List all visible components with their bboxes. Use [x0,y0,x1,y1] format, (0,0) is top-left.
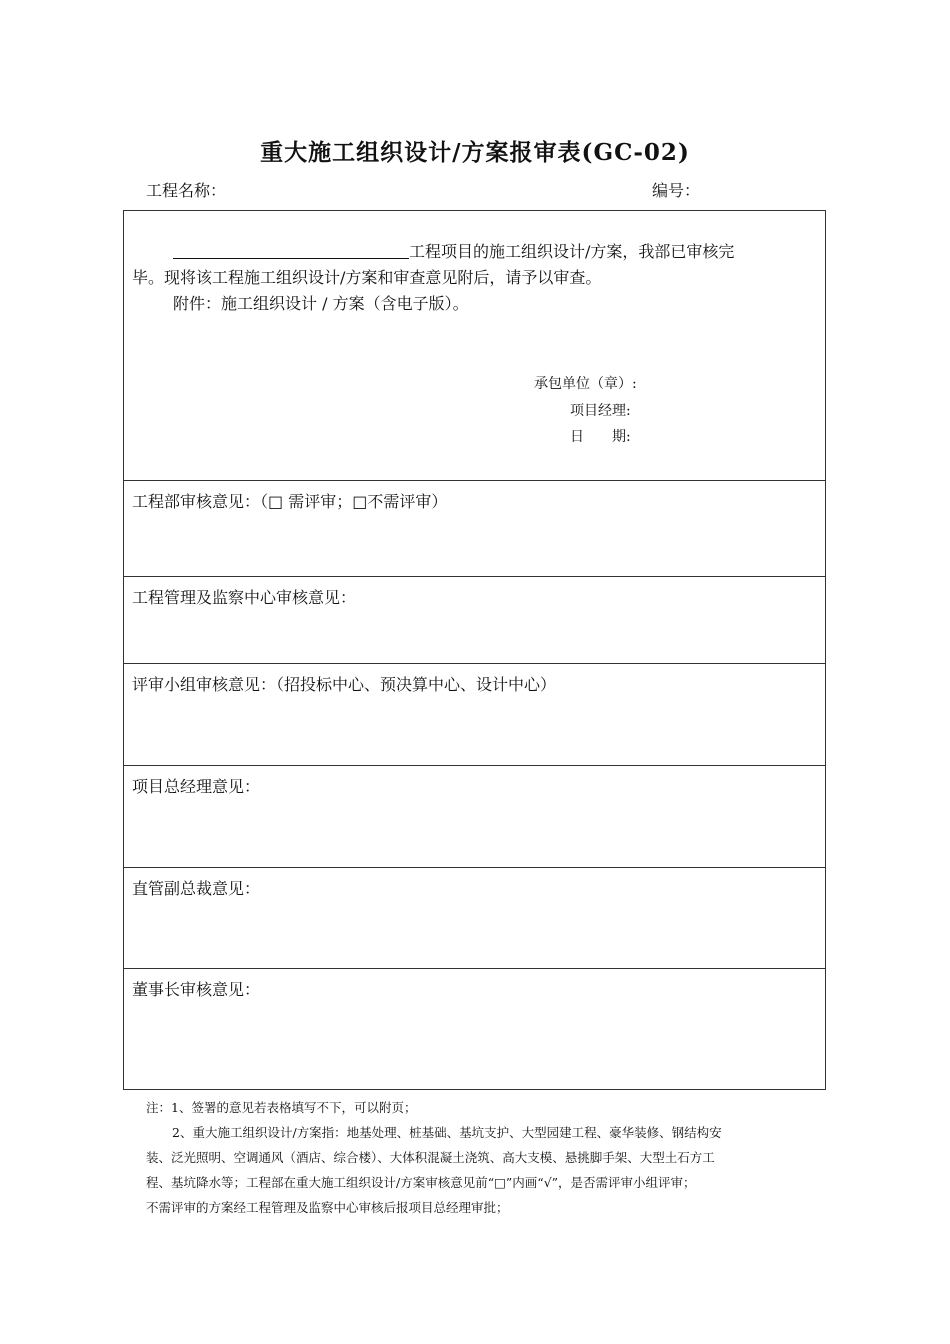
project-name-label: 工程名称： [146,181,227,200]
footnotes [146,1095,826,1220]
vice-president-opinion [124,868,825,969]
vice-president-label: 直管副总裁意见： [132,879,261,898]
general-manager-opinion [124,766,825,868]
submission-line1: 工程项目的施工组织设计/方案，我部已审核完 [409,242,735,261]
note-line: 不需评审的方案经工程管理及监察中心审核后报项目总经理审批； [146,1200,509,1215]
note-line: 装、泛光照明、空调通风（酒店、综合楼）、大体积混凝土浇筑、高大支模、悬挑脚手架、大型土石方工 [146,1150,715,1165]
note-line: 程、基坑降水等；工程部在重大施工组织设计/方案审核意见前“□”内画“√”，是否需评审小组评审； [146,1175,696,1190]
date-label: 日 期: [570,429,631,445]
submission-section [124,211,825,481]
note-line: 注：1、签署的意见若表格填写不下，可以附页； [146,1100,417,1115]
chairman-opinion [124,969,825,1089]
general-manager-label: 项目总经理意见： [132,777,261,796]
project-manager-label: 项目经理: [570,403,631,419]
project-name-blank[interactable] [173,240,409,259]
submission-text [132,239,820,317]
contractor-label: 承包单位（章）: [534,376,637,392]
chairman-label: 董事长审核意见： [132,980,261,999]
management-center-opinion [124,577,825,664]
engineering-dept-opinion [124,481,825,577]
review-group-opinion [124,664,825,766]
submission-line2: 毕。现将该工程施工组织设计/方案和审查意见附后，请予以审查。 [132,268,602,287]
engineering-dept-label: 工程部审核意见：（□ 需评审；□不需评审） [132,492,448,511]
management-center-label: 工程管理及监察中心审核意见： [132,588,357,607]
number-label: 编号： [652,181,701,200]
attachment-line: 附件：施工组织设计 / 方案（含电子版）。 [173,294,469,313]
note-line: 2、重大施工组织设计/方案指：地基处理、桩基础、基坑支护、大型园建工程、豪华装修、钢结构安 [172,1125,722,1140]
review-group-label: 评审小组审核意见：（招投标中心、预决算中心、设计中心） [132,675,557,694]
page-title: 重大施工组织设计/方案报审表(GC-02) [260,139,690,166]
approval-form [123,210,826,1090]
